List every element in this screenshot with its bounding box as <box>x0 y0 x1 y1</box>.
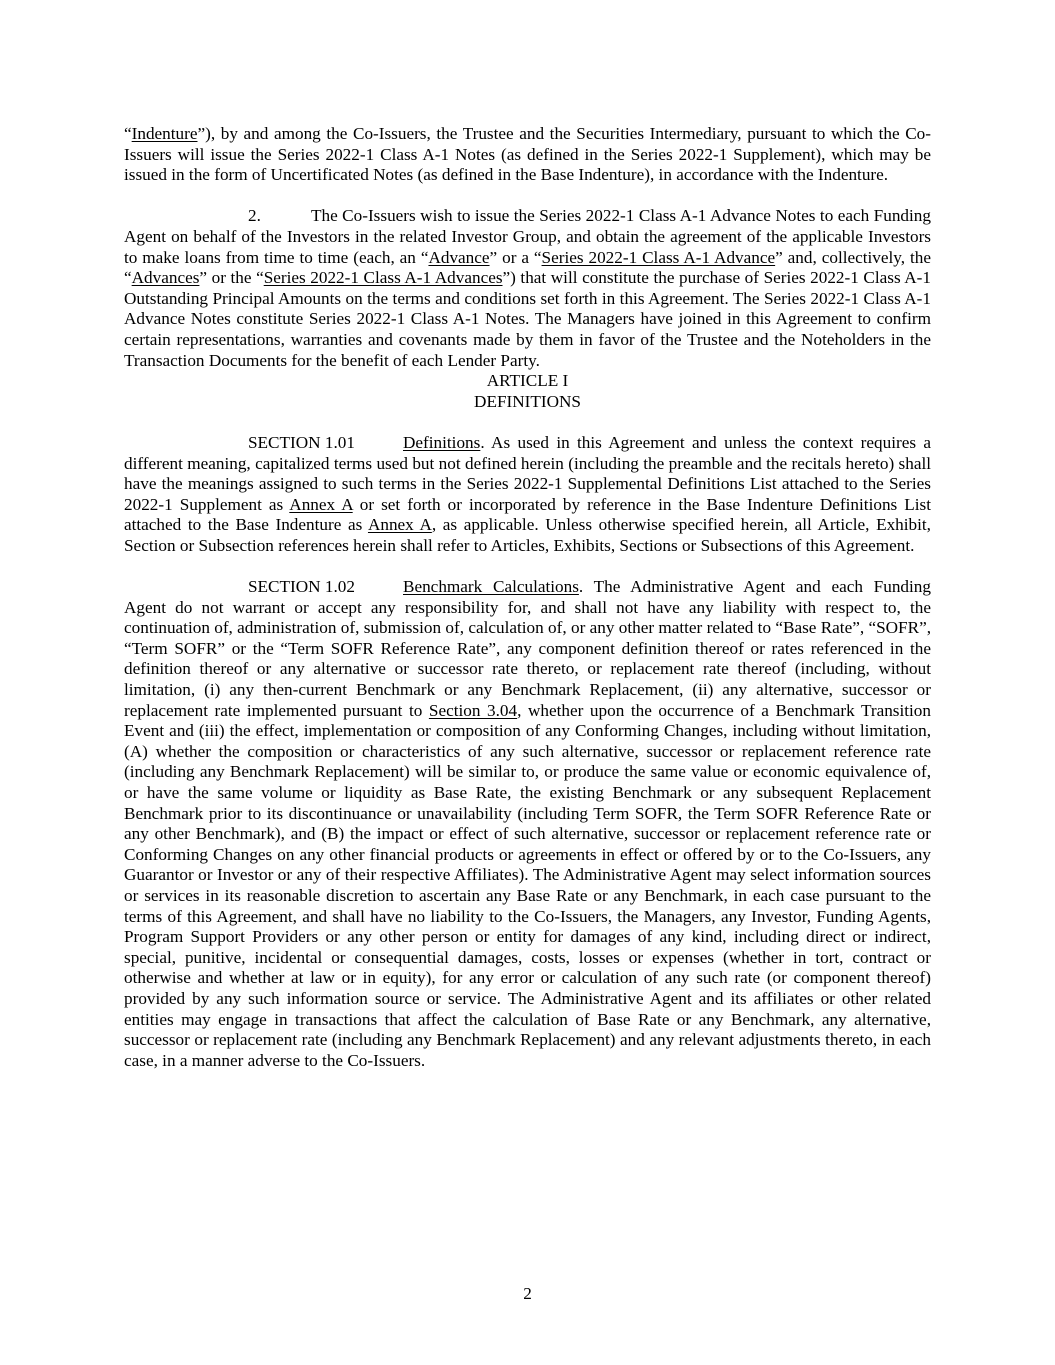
recital-text: The Co-Issuers wish to issue the Series 2022-1 Class A-1 Advance Notes to each Funding Agent on behalf of the Investors in the related Investor Group, and obtain the agreement of the applicable Investors to make loans from time to time (each, an “ <box>124 206 931 267</box>
defined-term-indenture: Indenture <box>131 124 198 143</box>
document-body <box>124 124 931 1071</box>
page-number: 2 <box>523 1284 532 1303</box>
intro-text: ”), by and among the Co-Issuers, the Trustee and the Securities Intermediary, pursuant to which the Co-Issuers will issue the Series 2022-1 Class A-1 Notes (as defined in the Series 2022-1 Supplement), which may be issued in the form of Uncertificated Notes (as defined in the Base Indenture), in accordance with the Indenture. <box>124 124 931 185</box>
section-text: . The Administrative Agent and each Funding Agent do not warrant or accept any responsibility for, and shall not have any liability with respect to, the continuation of, administration of, submission of, calculation of, or any other matter related to “Base Rate”, “SOFR”, “Term SOFR” or the “Term SOFR Reference Rate”, any component definition thereof or rates referenced in the definition thereof or any alternative or successor rate thereto, or replacement rate thereof (including, without limitation, (i) any then-current Benchmark or any Benchmark Replacement, (ii) any alternative, successor or replacement rate implemented pursuant to <box>124 577 931 720</box>
section-text: . As used in this Agreement and unless the context requires a different meaning, capitalized terms used but not defined herein (including the preamble and the recitals hereto) shall have the meanings assigned to such terms in the Series 2022-1 Supplemental Definitions List attached to the Series 2022-1 Supplement as <box>124 432 931 514</box>
section-label: SECTION 1.02 <box>248 577 355 597</box>
section-1-01-paragraph <box>124 433 931 557</box>
recital-text: ”) that will constitute the purchase of Series 2022-1 Class A-1 Outstanding Principal Amounts on the terms and conditions set forth in this Agreement. The Series 2022-1 Class A-1 Advance Notes constitute Series 2022-1 Class A-1 Notes. The Managers have joined in this Agreement to confirm certain representations, warranties and covenants made by them in favor of the Trustee and the Noteholders in the Transaction Documents for the benefit of each Lender Party. <box>124 268 931 370</box>
recital-text: ” or a “ <box>489 247 542 267</box>
section-title-benchmark-calculations: Benchmark Calculations <box>403 577 579 597</box>
recital-text: ” and, collectively, the “ <box>124 247 931 288</box>
defined-term-advances: Advances <box>131 268 200 288</box>
recital-2-paragraph <box>124 206 931 371</box>
section-text: or set forth or incorporated by reference in the Base Indenture Definitions List attached to the Base Indenture as <box>124 494 932 535</box>
defined-term-advance: Advance <box>428 247 490 267</box>
open-quote: “ <box>124 124 132 143</box>
intro-paragraph <box>124 124 931 186</box>
section-text: , whether upon the occurrence of a Benchmark Transition Event and (iii) the effect, implementation or composition of any Conforming Changes, including without limitation, (A) whether the composition or characteristics of any such alternative, successor or replacement reference rate (including any Benchmark Replacement) will be similar to, or produce the same value or economic equivalence of, or have the same volume or liquidity as Base Rate, the existing Benchmark or any subsequent Replacement Benchmark prior to its discontinuance or unavailability (including Term SOFR, the Term SOFR Reference Rate or any other Benchmark), and (B) the impact or effect of such alternative, successor or replacement reference rate or Conforming Changes on any other financial products or agreements in effect or offered by or to the Co-Issuers, any Guarantor or Investor or any of their respective Affiliates). The Administrative Agent may select information sources or services in its reasonable discretion to ascertain any Base Rate or any Benchmark, in each case pursuant to the terms of this Agreement, and shall have no liability to the Co-Issuers, the Managers, any Investor, Funding Agents, Program Support Providers or any other person or entity for damages of any kind, including direct or indirect, special, punitive, incidental or consequential damages, costs, losses or expenses (whether in tort, contract or otherwise and whether at law or in equity), for any error or calculation of any such rate (or component thereof) provided by any such information source or service. The Administrative Agent and its affiliates or other related entities may engage in transactions that affect the calculation of Base Rate or any Benchmark, any alternative, successor or replacement rate (including any Benchmark Replacement) and any relevant adjustments thereto, in each case, in a manner adverse to the Co-Issuers. <box>124 700 931 1070</box>
recital-text: ” or the “ <box>199 268 264 288</box>
defined-term-series-advances: Series 2022-1 Class A-1 Advances <box>263 268 503 288</box>
section-text: , as applicable. Unless otherwise specified herein, all Article, Exhibit, Section or Subsection references herein shall refer to Articles, Exhibits, Sections or Subsections of this Agreement. <box>124 515 931 555</box>
annex-a-reference: Annex A <box>289 494 353 514</box>
section-label: SECTION 1.01 <box>248 432 355 452</box>
article-title: DEFINITIONS <box>474 391 581 411</box>
section-title-definitions: Definitions <box>403 432 481 452</box>
defined-term-series-advance: Series 2022-1 Class A-1 Advance <box>541 247 776 267</box>
recital-number: 2. <box>248 206 261 226</box>
section-1-02-paragraph <box>124 577 931 1071</box>
section-3-04-reference: Section 3.04 <box>428 700 518 720</box>
annex-a-reference: Annex A <box>367 515 432 535</box>
article-number: ARTICLE I <box>486 371 569 391</box>
